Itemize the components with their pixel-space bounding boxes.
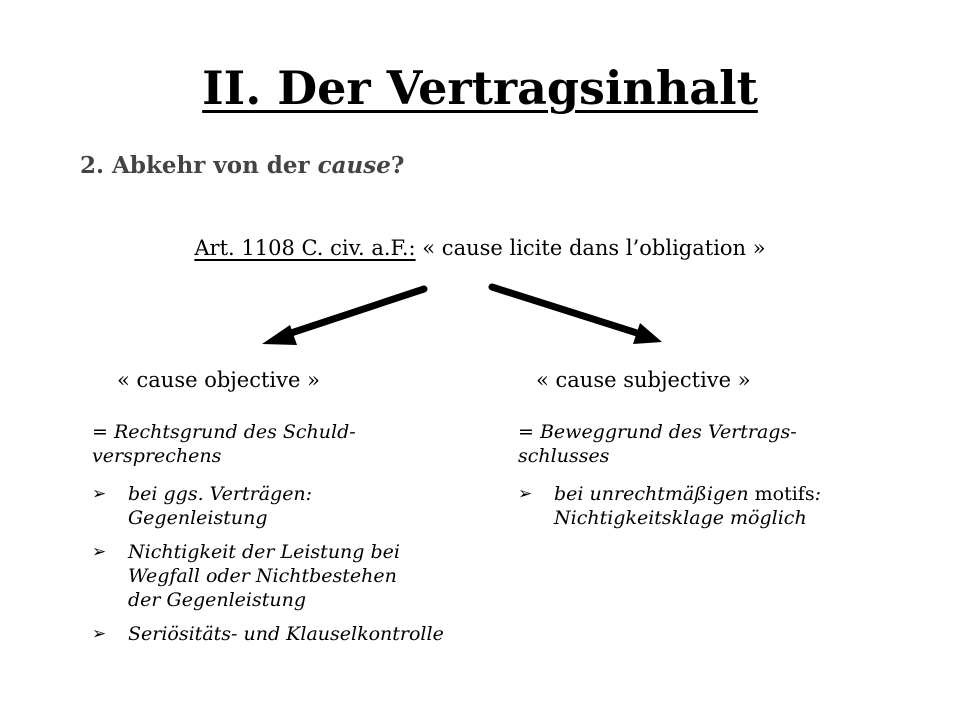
subtitle-emphasis: cause — [317, 152, 391, 179]
column-subjective — [518, 420, 918, 540]
definition-objective — [92, 420, 502, 468]
definition-line: versprechens — [92, 445, 222, 467]
list-item — [92, 540, 502, 612]
bullet-text-suffix: : — [814, 483, 821, 505]
bullet-line: Seriösitäts- und Klauselkontrolle — [128, 623, 444, 645]
arrow-left-icon — [262, 289, 424, 345]
bullet-text-italic: bei unrechtmäßigen — [554, 483, 755, 505]
bullet-line: Gegenleistung — [128, 507, 268, 529]
list-item — [92, 482, 502, 530]
label-cause-objective: « cause objective » — [117, 368, 320, 392]
list-item — [518, 482, 918, 530]
page-title — [0, 58, 960, 118]
subtitle-suffix: ? — [390, 152, 405, 179]
bullet-text-upright: motifs — [754, 483, 815, 505]
label-cause-subjective: « cause subjective » — [536, 368, 751, 392]
page-title-text: II. Der Vertragsinhalt — [202, 61, 758, 115]
article-quote: « cause licite dans l’obligation » — [415, 236, 766, 260]
bullet-line: der Gegenleistung — [128, 589, 307, 611]
bullet-line: Wegfall oder Nichtbestehen — [128, 565, 397, 587]
definition-line: Beweggrund des Vertrags- — [539, 421, 797, 443]
arrow-right-icon — [492, 287, 662, 344]
bullet-line: bei ggs. Verträgen: — [128, 483, 313, 505]
arrowhead-bullet-icon: ➢ — [92, 484, 107, 504]
definition-eq: = — [92, 421, 114, 443]
bullet-line: Nichtigkeit der Leistung bei — [128, 541, 400, 563]
definition-subjective — [518, 420, 918, 468]
definition-eq: = — [518, 421, 540, 443]
subtitle-prefix: 2. Abkehr von der — [80, 152, 318, 179]
arrowhead-bullet-icon: ➢ — [92, 624, 107, 644]
arrowhead-bullet-icon: ➢ — [518, 484, 533, 504]
article-reference-line — [0, 236, 960, 260]
arrowhead-bullet-icon: ➢ — [92, 542, 107, 562]
definition-line: Rechtsgrund des Schuld- — [113, 421, 356, 443]
list-item — [92, 622, 502, 646]
column-objective — [92, 420, 502, 656]
article-ref: Art. 1108 C. civ. a.F.: — [194, 236, 416, 260]
bullet-line: Nichtigkeitsklage möglich — [554, 507, 807, 529]
section-subtitle — [80, 152, 404, 179]
definition-line: schlusses — [518, 445, 610, 467]
